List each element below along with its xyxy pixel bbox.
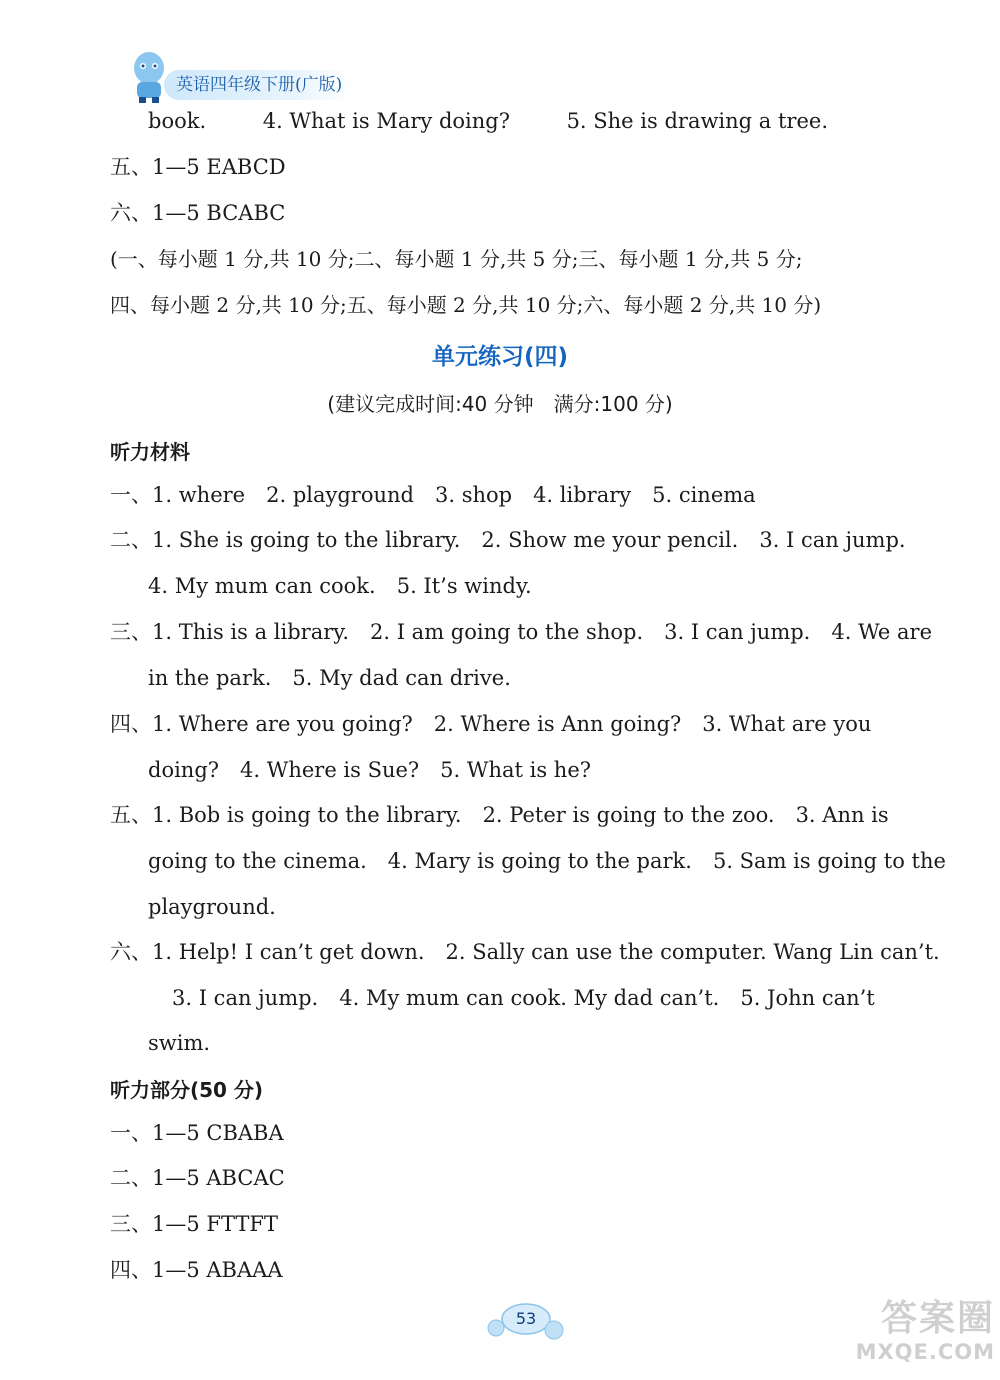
scoring-line: 四、每小题 2 分,共 10 分;五、每小题 2 分,共 10 分;六、每小题 2 分,共 10 分) bbox=[110, 293, 822, 317]
material-line: going to the cinema. 4. Mary is going to the park. 5. Sam is going to the bbox=[148, 849, 946, 873]
section-heading-listening-material: 听力材料 bbox=[110, 440, 190, 464]
page-number-badge bbox=[486, 1300, 566, 1342]
material-line: 五、1. Bob is going to the library. 2. Peter is going to the zoo. 3. Ann is bbox=[110, 803, 889, 827]
unit-title: 单元练习(四) bbox=[431, 344, 569, 370]
answer-line: 四、1—5 ABAAA bbox=[110, 1258, 283, 1282]
answer-fragment: 5. She is drawing a tree. bbox=[566, 109, 828, 133]
material-line: 三、1. This is a library. 2. I am going to the shop. 3. I can jump. 4. We are bbox=[110, 620, 933, 644]
answer-fragment: 4. What is Mary doing? bbox=[262, 109, 510, 133]
answer-fragment: book. bbox=[148, 109, 207, 133]
material-line: 二、1. She is going to the library. 2. Show me your pencil. 3. I can jump. bbox=[110, 528, 906, 552]
header-title: 英语四年级下册(广版) bbox=[164, 70, 354, 100]
material-line: 六、1. Help! I can’t get down. 2. Sally can use the computer. Wang Lin can’t. bbox=[110, 940, 940, 964]
running-header bbox=[130, 48, 390, 104]
section-heading-listening-part: 听力部分(50 分) bbox=[110, 1078, 264, 1102]
material-line: 四、1. Where are you going? 2. Where is Ann going? 3. What are you bbox=[110, 712, 872, 736]
page-number: 53 bbox=[515, 1309, 537, 1328]
answer-line: 一、1—5 CBABA bbox=[110, 1121, 284, 1145]
material-line: swim. bbox=[148, 1031, 211, 1055]
watermark-logo-text: 答案圈 bbox=[880, 1298, 995, 1339]
material-line: 一、1. where 2. playground 3. shop 4. library 5. cinema bbox=[110, 483, 756, 507]
answer-continuation-line bbox=[148, 106, 828, 136]
mascot-icon bbox=[130, 48, 168, 104]
answer-line: 三、1—5 FTTFT bbox=[110, 1212, 278, 1236]
material-line: in the park. 5. My dad can drive. bbox=[148, 666, 511, 690]
material-line: doing? 4. Where is Sue? 5. What is he? bbox=[148, 758, 592, 782]
answer-line: 六、1—5 BCABC bbox=[110, 201, 286, 225]
answer-line: 二、1—5 ABCAC bbox=[110, 1166, 285, 1190]
answer-line: 五、1—5 EABCD bbox=[110, 155, 286, 179]
material-line: 3. I can jump. 4. My mum can cook. My dad can’t. 5. John can’t bbox=[172, 986, 875, 1010]
watermark bbox=[820, 1290, 995, 1376]
time-score-note: (建议完成时间:40 分钟 满分:100 分) bbox=[327, 392, 673, 416]
scoring-line: (一、每小题 1 分,共 10 分;二、每小题 1 分,共 5 分;三、每小题 1 分,共 5 分; bbox=[110, 247, 803, 271]
watermark-url: MXQE.COM bbox=[855, 1340, 995, 1364]
material-line: playground. bbox=[148, 895, 276, 919]
material-line: 4. My mum can cook. 5. It’s windy. bbox=[148, 574, 532, 598]
